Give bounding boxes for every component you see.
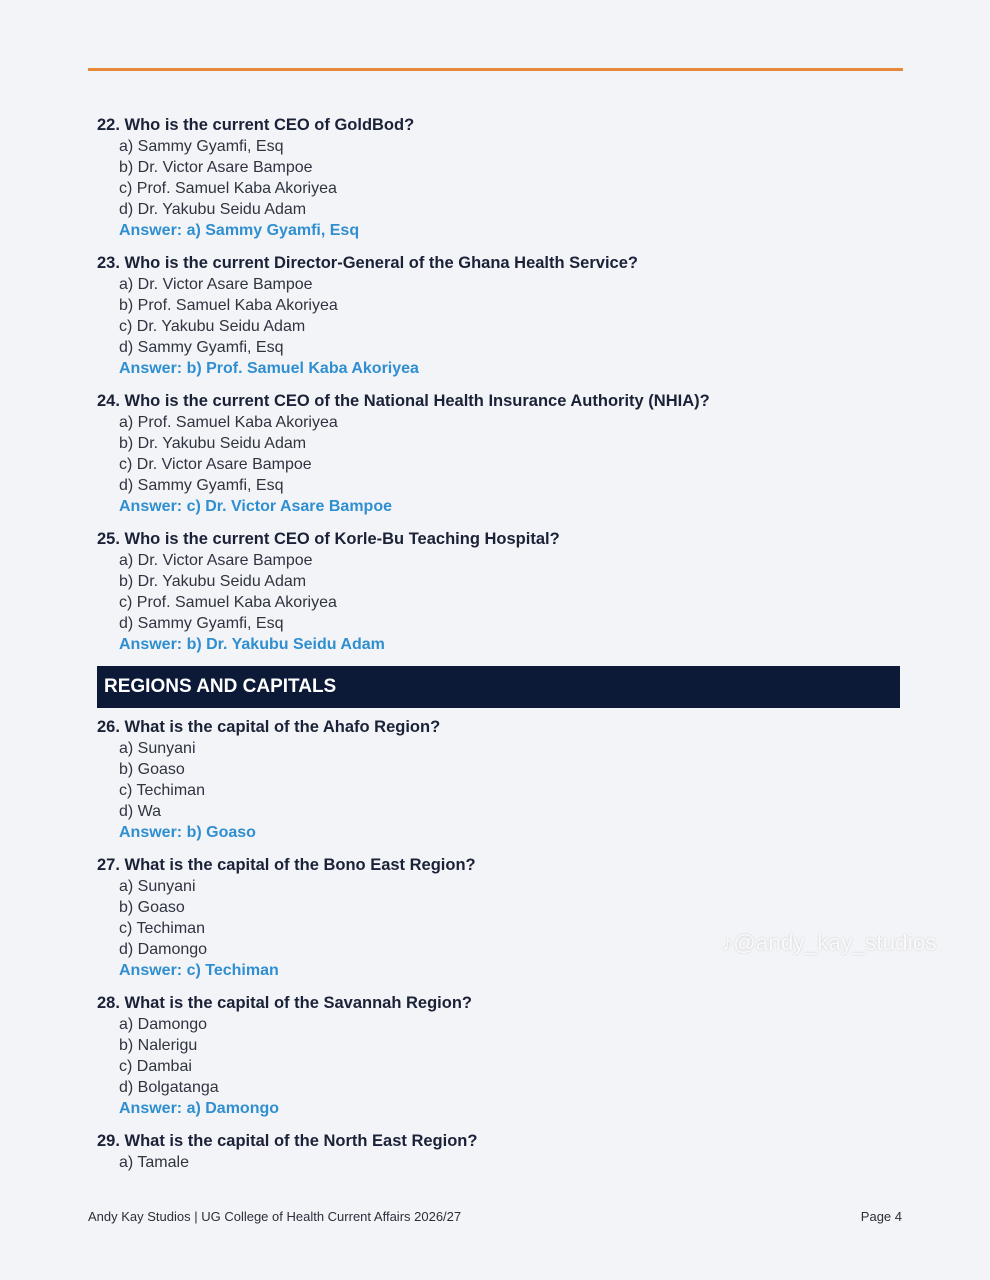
option: a) Dr. Victor Asare Bampoe bbox=[119, 552, 313, 569]
option: a) Damongo bbox=[119, 1016, 208, 1033]
question-block bbox=[97, 854, 902, 981]
answer-text: Answer: b) Prof. Samuel Kaba Akoriyea bbox=[119, 360, 419, 377]
option: b) Dr. Victor Asare Bampoe bbox=[119, 159, 313, 176]
option: b) Goaso bbox=[119, 761, 185, 778]
option: b) Goaso bbox=[119, 899, 185, 916]
question-text: 28. What is the capital of the Savannah Region? bbox=[97, 994, 472, 1012]
option: b) Nalerigu bbox=[119, 1037, 198, 1054]
option: b) Dr. Yakubu Seidu Adam bbox=[119, 435, 307, 452]
answer-text: Answer: a) Damongo bbox=[119, 1100, 280, 1117]
option: d) Sammy Gyamfi, Esq bbox=[119, 615, 284, 632]
question-text: 24. Who is the current CEO of the National Health Insurance Authority (NHIA)? bbox=[97, 392, 710, 410]
page-number: Page 4 bbox=[860, 1209, 902, 1224]
question-block bbox=[97, 114, 902, 241]
page-content bbox=[97, 114, 902, 1184]
option: c) Techiman bbox=[119, 920, 205, 937]
answer-text: Answer: a) Sammy Gyamfi, Esq bbox=[119, 222, 360, 239]
option: a) Sunyani bbox=[119, 740, 196, 757]
question-block bbox=[97, 1130, 902, 1173]
option: d) Wa bbox=[119, 803, 162, 820]
option: d) Damongo bbox=[119, 941, 208, 958]
question-text: 29. What is the capital of the North East Region? bbox=[97, 1132, 478, 1150]
option: c) Dr. Victor Asare Bampoe bbox=[119, 456, 312, 473]
question-block bbox=[97, 390, 902, 517]
question-block bbox=[97, 252, 902, 379]
question-text: 22. Who is the current CEO of GoldBod? bbox=[97, 116, 415, 134]
option: c) Dr. Yakubu Seidu Adam bbox=[119, 318, 306, 335]
question-block bbox=[97, 992, 902, 1119]
option: c) Prof. Samuel Kaba Akoriyea bbox=[119, 180, 337, 197]
option: d) Sammy Gyamfi, Esq bbox=[119, 477, 284, 494]
option: a) Tamale bbox=[119, 1154, 189, 1171]
answer-text: Answer: b) Dr. Yakubu Seidu Adam bbox=[119, 636, 385, 653]
option: c) Dambai bbox=[119, 1058, 192, 1075]
answer-text: Answer: b) Goaso bbox=[119, 824, 256, 841]
option: c) Prof. Samuel Kaba Akoriyea bbox=[119, 594, 337, 611]
header-rule bbox=[88, 68, 903, 71]
question-text: 23. Who is the current Director-General of the Ghana Health Service? bbox=[97, 254, 638, 272]
option: b) Dr. Yakubu Seidu Adam bbox=[119, 573, 307, 590]
option: b) Prof. Samuel Kaba Akoriyea bbox=[119, 297, 338, 314]
question-text: 26. What is the capital of the Ahafo Region? bbox=[97, 718, 441, 736]
question-text: 27. What is the capital of the Bono East Region? bbox=[97, 856, 476, 874]
answer-text: Answer: c) Dr. Victor Asare Bampoe bbox=[119, 498, 392, 515]
tiktok-watermark: ♪@andy_kay_studios bbox=[722, 930, 937, 955]
footer-title: Andy Kay Studios | UG College of Health Current Affairs 2026/27 bbox=[88, 1209, 462, 1224]
question-block bbox=[97, 716, 902, 843]
option: d) Bolgatanga bbox=[119, 1079, 219, 1096]
option: d) Dr. Yakubu Seidu Adam bbox=[119, 201, 307, 218]
question-text: 25. Who is the current CEO of Korle-Bu Teaching Hospital? bbox=[97, 530, 560, 548]
option: a) Sunyani bbox=[119, 878, 196, 895]
answer-text: Answer: c) Techiman bbox=[119, 962, 279, 979]
option: a) Dr. Victor Asare Bampoe bbox=[119, 276, 313, 293]
option: a) Sammy Gyamfi, Esq bbox=[119, 138, 284, 155]
option: a) Prof. Samuel Kaba Akoriyea bbox=[119, 414, 338, 431]
option: c) Techiman bbox=[119, 782, 205, 799]
section-heading: REGIONS AND CAPITALS bbox=[97, 666, 900, 708]
question-block bbox=[97, 528, 902, 655]
option: d) Sammy Gyamfi, Esq bbox=[119, 339, 284, 356]
